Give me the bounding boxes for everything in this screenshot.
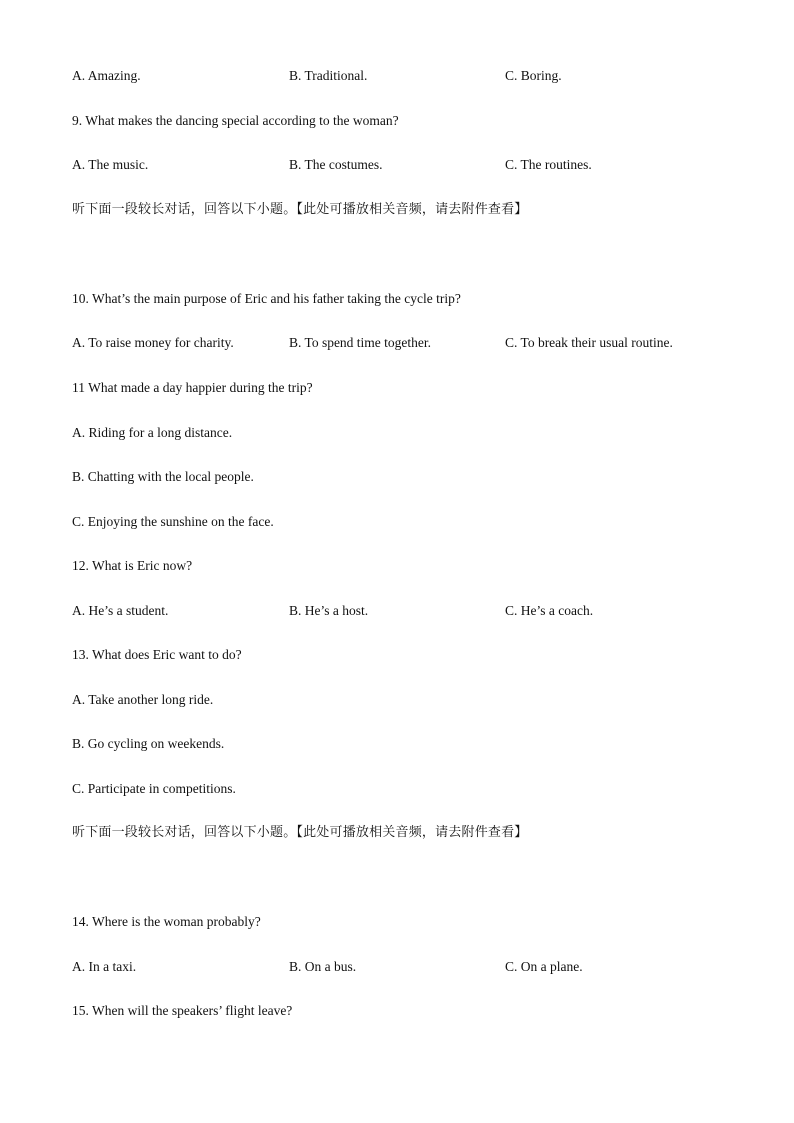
option-a: A. Amazing. xyxy=(72,68,141,83)
option-b: B. Go cycling on weekends. xyxy=(72,736,225,751)
question-9: 9. What makes the dancing special according to the woman? xyxy=(72,113,399,128)
question-10: 10. What’s the main purpose of Eric and his father taking the cycle trip? xyxy=(72,291,461,306)
option-c: C. The routines. xyxy=(505,157,592,172)
option-b: B. He’s a host. xyxy=(289,603,369,618)
option-c: C. To break their usual routine. xyxy=(505,335,673,350)
question-14: 14. Where is the woman probably? xyxy=(72,914,261,929)
option-c: C. On a plane. xyxy=(505,959,583,974)
option-c: C. Boring. xyxy=(505,68,562,83)
option-b: B. Chatting with the local people. xyxy=(72,469,254,484)
option-a: A. To raise money for charity. xyxy=(72,335,234,350)
question-11: 11 What made a day happier during the trip? xyxy=(72,380,313,395)
option-b: B. The costumes. xyxy=(289,157,383,172)
question-13: 13. What does Eric want to do? xyxy=(72,647,242,662)
option-b: B. On a bus. xyxy=(289,959,357,974)
option-a: A. He’s a student. xyxy=(72,603,169,618)
option-c: C. He’s a coach. xyxy=(505,603,594,618)
listening-instruction: 听下面一段较长对话，回答以下小题。【此处可播放相关音频，请去附件查看】 xyxy=(72,825,528,840)
option-b: B. To spend time together. xyxy=(289,335,432,350)
listening-instruction: 听下面一段较长对话，回答以下小题。【此处可播放相关音频，请去附件查看】 xyxy=(72,202,528,217)
option-b: B. Traditional. xyxy=(289,68,368,83)
option-c: C. Enjoying the sunshine on the face. xyxy=(72,514,274,529)
option-a: A. Take another long ride. xyxy=(72,692,214,707)
option-a: A. In a taxi. xyxy=(72,959,137,974)
option-a: A. Riding for a long distance. xyxy=(72,425,233,440)
option-c: C. Participate in competitions. xyxy=(72,781,236,796)
question-15: 15. When will the speakers’ flight leave? xyxy=(72,1003,293,1018)
option-a: A. The music. xyxy=(72,157,149,172)
question-12: 12. What is Eric now? xyxy=(72,558,193,573)
